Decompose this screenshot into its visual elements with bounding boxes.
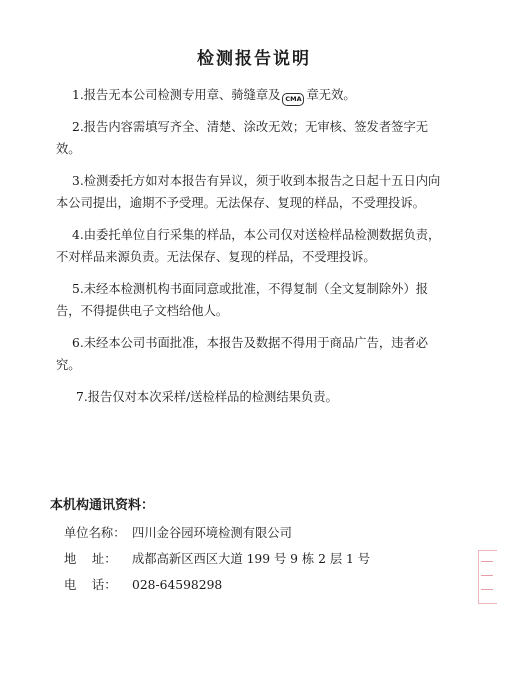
contact-row-phone — [64, 575, 470, 595]
contact-value: 028-64598298 — [132, 578, 223, 592]
contact-value: 四川金谷园环境检测有限公司 — [132, 526, 292, 540]
note-item-5: 5.未经本检测机构书面同意或批准，不得复制（全文复制除外）报告，不得提供电子文档给他人。 — [56, 282, 429, 318]
contact-info — [50, 494, 470, 601]
contact-heading: 本机构通讯资料： — [50, 498, 155, 513]
page-title: 检测报告说明 — [197, 49, 311, 69]
note-item-6: 6.未经本公司书面批准，本报告及数据不得用于商品广告，违者必究。 — [56, 336, 429, 372]
note-item-1-suffix: 章无效。 — [306, 88, 356, 102]
contact-label: 电 话： — [64, 578, 117, 592]
contact-value: 成都高新区西区大道 199 号 9 栋 2 层 1 号 — [132, 552, 371, 566]
note-item-4: 4.由委托单位自行采集的样品，本公司仅对送检样品检测数据负责，不对样品来源负责。无法保存、复现的样品，不受理投诉。 — [56, 228, 441, 264]
note-item-7: 7.报告仅对本次采样/送检样品的检测结果负责。 — [76, 390, 338, 404]
note-item-1-text: 1.报告无本公司检测专用章、骑缝章及 — [72, 88, 281, 102]
note-item-1 — [56, 84, 452, 106]
contact-label: 单位名称： — [64, 526, 126, 540]
notes-list — [56, 84, 452, 418]
seam-stamp-icon — [478, 550, 497, 604]
note-item-2: 2.报告内容需填写齐全、清楚、涂改无效；无审核、签发者签字无效。 — [56, 120, 429, 156]
cma-mark-icon: CMA — [282, 93, 304, 106]
contact-label: 地 址： — [64, 552, 117, 566]
contact-row-company — [64, 523, 470, 543]
note-item-3: 3.检测委托方如对本报告有异议，须于收到本报告之日起十五日内向本公司提出，逾期不予受理。无法保存、复现的样品，不受理投诉。 — [56, 174, 441, 210]
contact-row-address — [64, 549, 470, 569]
